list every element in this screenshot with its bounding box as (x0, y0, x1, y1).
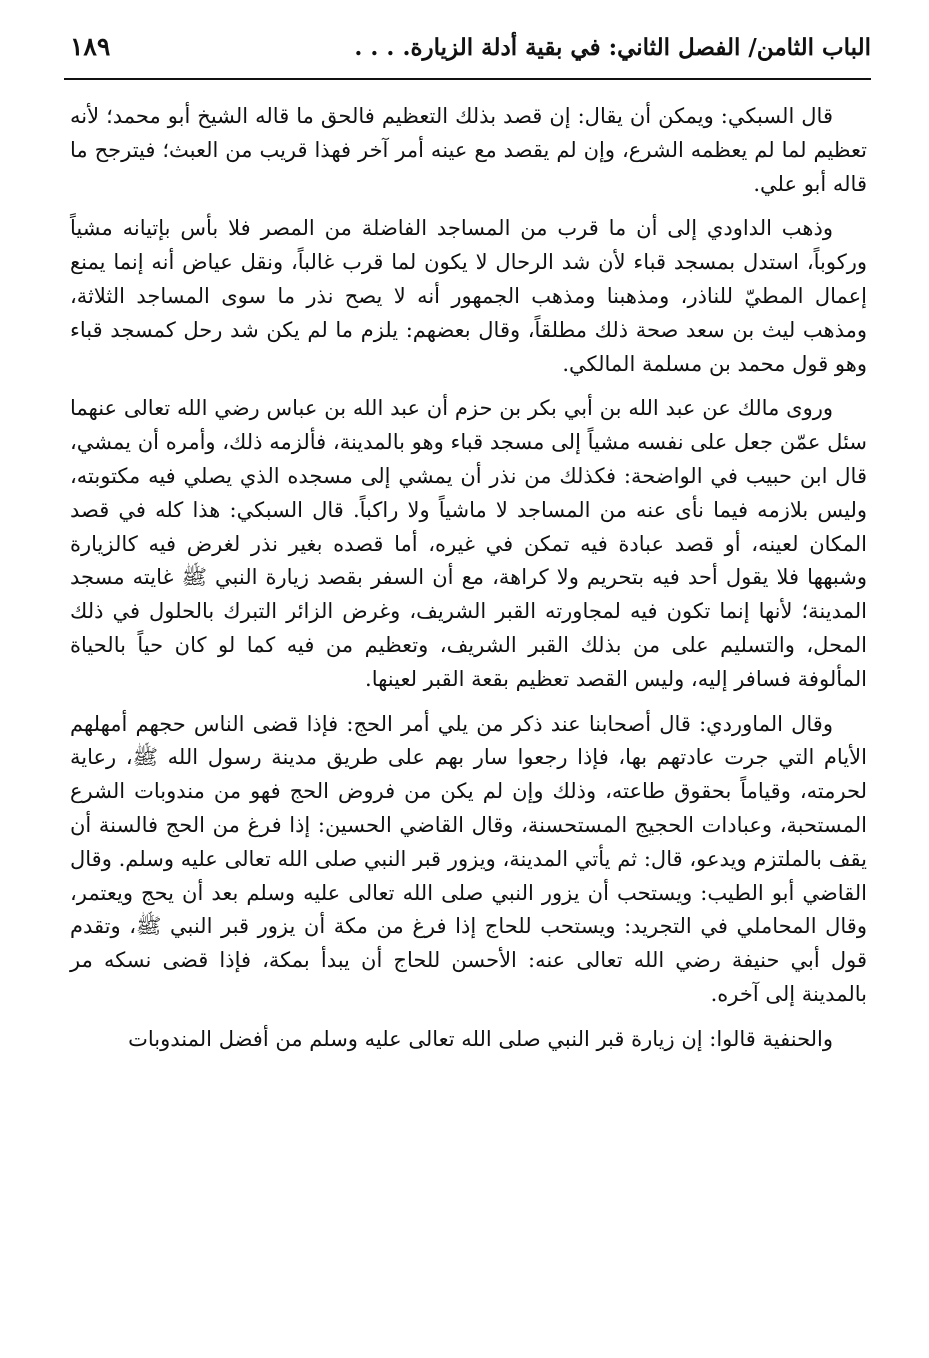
chapter-title: الباب الثامن/ الفصل الثاني: في بقية أدلة الزيارة. . . . (354, 34, 871, 61)
page-number: ١٨٩ (70, 32, 111, 61)
paragraph-hanafiyya: والحنفية قالوا: إن زيارة قبر النبي صلى الله تعالى عليه وسلم من أفضل المندوبات (128, 1026, 833, 1051)
header-divider (64, 78, 871, 80)
paragraph-dawudi: وذهب الداودي إلى أن ما قرب من المساجد الفاضلة من المصر فلا بأس بإتيانه مشياً وركوباً، استدل بمسجد قباء لأن شد الرحال لا يكون لما قرب غالباً، ونقل عياض أنه إنما يمنع إعمال المطيّ للناذر، ومذهبنا ومذهب الجمهور أنه لا يصح نذر ما سوى المساجد الثلاثة، ومذهب ليث بن سعد صحة ذلك مطلقاً، وقال بعضهم: يلزم ما لم يكن شد رحل كمسجد قباء وهو قول محمد بن مسلمة المالكي. (70, 216, 867, 376)
main-text (70, 100, 867, 1068)
paragraph-subki: قال السبكي: ويمكن أن يقال: إن قصد بذلك التعظيم فالحق ما قاله الشيخ أبو محمد؛ لأنه تعظيم لما لم يعظمه الشرع، وإن لم يقصد مع عينه أمر آخر فهذا قريب من العبث؛ فيترجح ما قاله أبو علي. (70, 104, 867, 196)
paragraph-malik: وروى مالك عن عبد الله بن أبي بكر بن حزم أن عبد الله بن عباس رضي الله تعالى عنهما سئل عمّن جعل على نفسه مشياً إلى مسجد قباء وهو بالمدينة، فألزمه ذلك، وأمره أن يمشي، قال ابن حبيب في الواضحة: فكذلك من نذر أن يمشي إلى مسجده الذي يصلي فيه مكتوبته، وليس بلازمه فيما نأى عنه من المساجد لا ماشياً ولا راكباً. قال السبكي: هذا كله في قصد المكان لعينه، أو قصد عبادة فيه تمكن في غيره، أما قصده بغير نذر لغرض فيه كالزيارة وشبهها فلا يقول أحد فيه بتحريم ولا كراهة، مع أن السفر بقصد زيارة النبي ﷺ غايته مسجد المدينة؛ لأنها إنما تكون فيه لمجاورته القبر الشريف، وغرض الزائر التبرك بالحلول في ذلك المحل، والتسليم على من بذلك القبر الشريف، وتعظيم من فيه كما لو كان حياً بالحياة المألوفة فسافر إليه، وليس القصد تعظيم بقعة القبر لعينها. (70, 396, 867, 691)
paragraph-mawardi: وقال الماوردي: قال أصحابنا عند ذكر من يلي أمر الحج: فإذا قضى الناس حجهم أمهلهم الأيام التي جرت عادتهم بها، فإذا رجعوا سار بهم على طريق مدينة رسول الله ﷺ، رعاية لحرمته، وقياماً بحقوق طاعته، وذلك وإن لم يكن من فروض الحج فهو من مندوبات الشرع المستحبة، وعبادات الحجيج المستحسنة، وقال القاضي الحسين: إذا فرغ من الحج فالسنة أن يقف بالملتزم ويدعو، قال: ثم يأتي المدينة، ويزور قبر النبي صلى الله تعالى عليه وسلم. وقال القاضي أبو الطيب: ويستحب أن يزور النبي صلى الله تعالى عليه وسلم بعد أن يحج ويعتمر، وقال المحاملي في التجريد: ويستحب للحاج إذا فرغ من مكة أن يزور قبر النبي ﷺ، وتقدم قول أبي حنيفة رضي الله تعالى عنه: الأحسن للحاج أن يبدأ بمكة، فإذا قضى نسكه مر بالمدينة إلى آخره. (70, 711, 867, 1006)
running-header (64, 30, 871, 72)
